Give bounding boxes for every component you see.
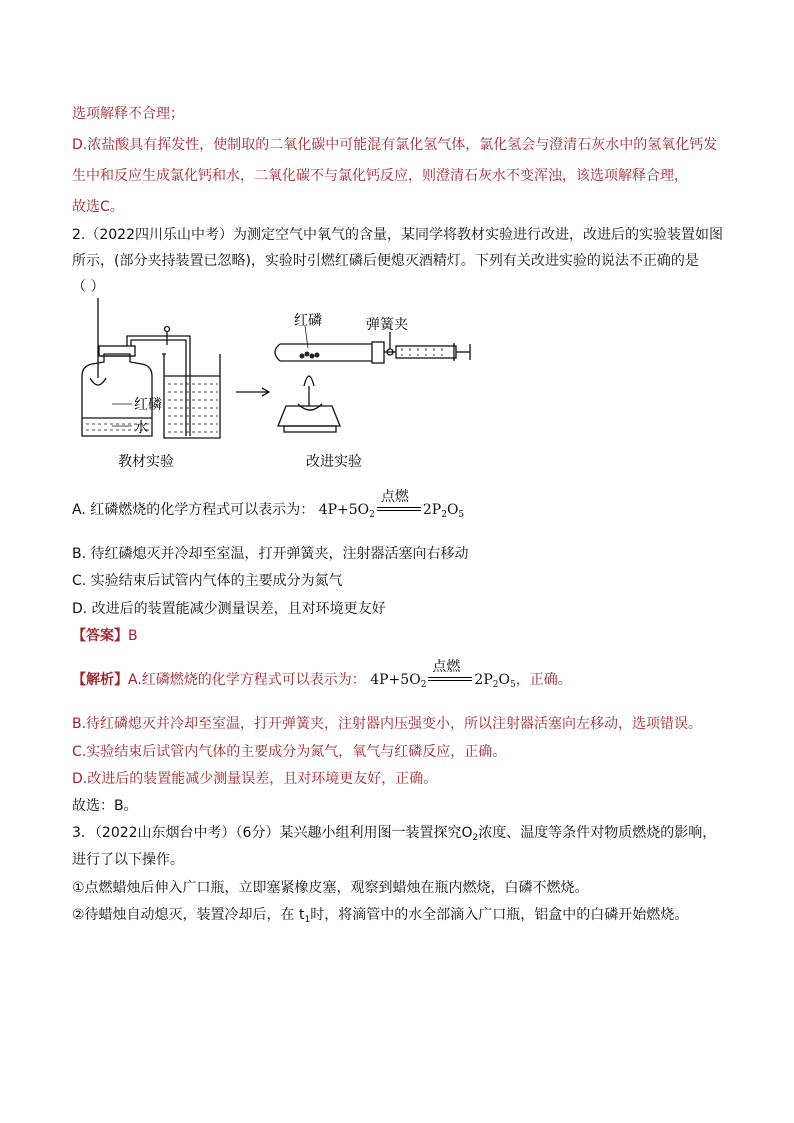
question-2-line: 2.（2022四川乐山中考）为测定空气中氧气的含量，某同学将教材实验进行改进，改进后的实验装置如图 — [72, 227, 723, 243]
equation: $4P+5O_2$ 点燃 $2P_2O_5$ — [370, 659, 516, 690]
label-spring-clip: 弹簧夹 — [366, 317, 408, 333]
question-2-blank: （ ） — [72, 279, 105, 295]
option-a-text: A. 红磷燃烧的化学方程式可以表示为： — [72, 502, 315, 518]
analysis-end: 故选：B。 — [72, 798, 138, 814]
label-red-phosphorus: 红磷 — [134, 397, 162, 413]
answer-line: 【答案】B — [72, 628, 138, 644]
apparatus-diagram — [72, 296, 492, 476]
text-line: 生中和反应生成氯化钙和水，二氧化碳不与氯化钙反应，则澄清石灰水不变浑浊，该选项解释合理， — [72, 168, 688, 184]
label-water: 水 — [134, 420, 148, 436]
option-d: D. 改进后的装置能减少测量误差，且对环境更友好 — [72, 601, 386, 617]
option-b: B. 待红磷熄灭并冷却至室温，打开弹簧夹，注射器活塞向右移动 — [72, 546, 469, 562]
caption-textbook-experiment: 教材实验 — [118, 454, 174, 470]
question-3-line: 3．（2022山东烟台中考）（6分）某兴趣小组利用图一装置探究$O_2$浓度、温度等条件对物质燃烧的影响， — [72, 825, 717, 843]
text-line: 故选C。 — [72, 199, 124, 215]
equation: $4P+5O_2$ 点燃 $2P_2O_5$ — [318, 489, 465, 520]
question-3-line: 进行了以下操作。 — [72, 852, 184, 868]
label-red-phosphorus: 红磷 — [294, 313, 322, 329]
question-2-line: 所示，(部分夹持装置已忽略)，实验时引燃红磷后便熄灭酒精灯。下列有关改进实验的说法不正确的是 — [72, 253, 699, 269]
analysis-d: D.改进后的装置能减少测量误差，且对环境更友好，正确。 — [72, 771, 438, 787]
analysis-a: 【解析】A.红磷燃烧的化学方程式可以表示为： $4P+5O_2$ 点燃 $2P_2O_5$，正确。 — [72, 659, 572, 690]
analysis-b: B.待红磷熄灭并冷却至室温，打开弹簧夹，注射器内压强变小，所以注射器活塞向左移动，选项错误。 — [72, 716, 703, 732]
question-3-step-2: ②待蜡烛自动熄灭，装置冷却后，在 $t_1$时，将滴管中的水全部滴入广口瓶，铝盒中的白磷开始燃烧。 — [72, 907, 689, 925]
option-c: C. 实验结束后试管内气体的主要成分为氮气 — [72, 573, 343, 589]
text-line: 选项解释不合理； — [72, 106, 184, 122]
question-3-step-1: ①点燃蜡烛后伸入广口瓶，立即塞紧橡皮塞，观察到蜡烛在瓶内燃烧，白磷不燃烧。 — [72, 880, 589, 896]
text-line: D.浓盐酸具有挥发性，使制取的二氧化碳中可能混有氯化氢气体，氯化氢会与澄清石灰水中的氢氧化钙发 — [72, 137, 718, 153]
experiment-figure — [72, 296, 492, 476]
caption-improved-experiment: 改进实验 — [306, 454, 362, 470]
analysis-c: C.实验结束后试管内气体的主要成分为氮气，氧气与红磷反应，正确。 — [72, 744, 507, 760]
option-a — [72, 489, 465, 520]
